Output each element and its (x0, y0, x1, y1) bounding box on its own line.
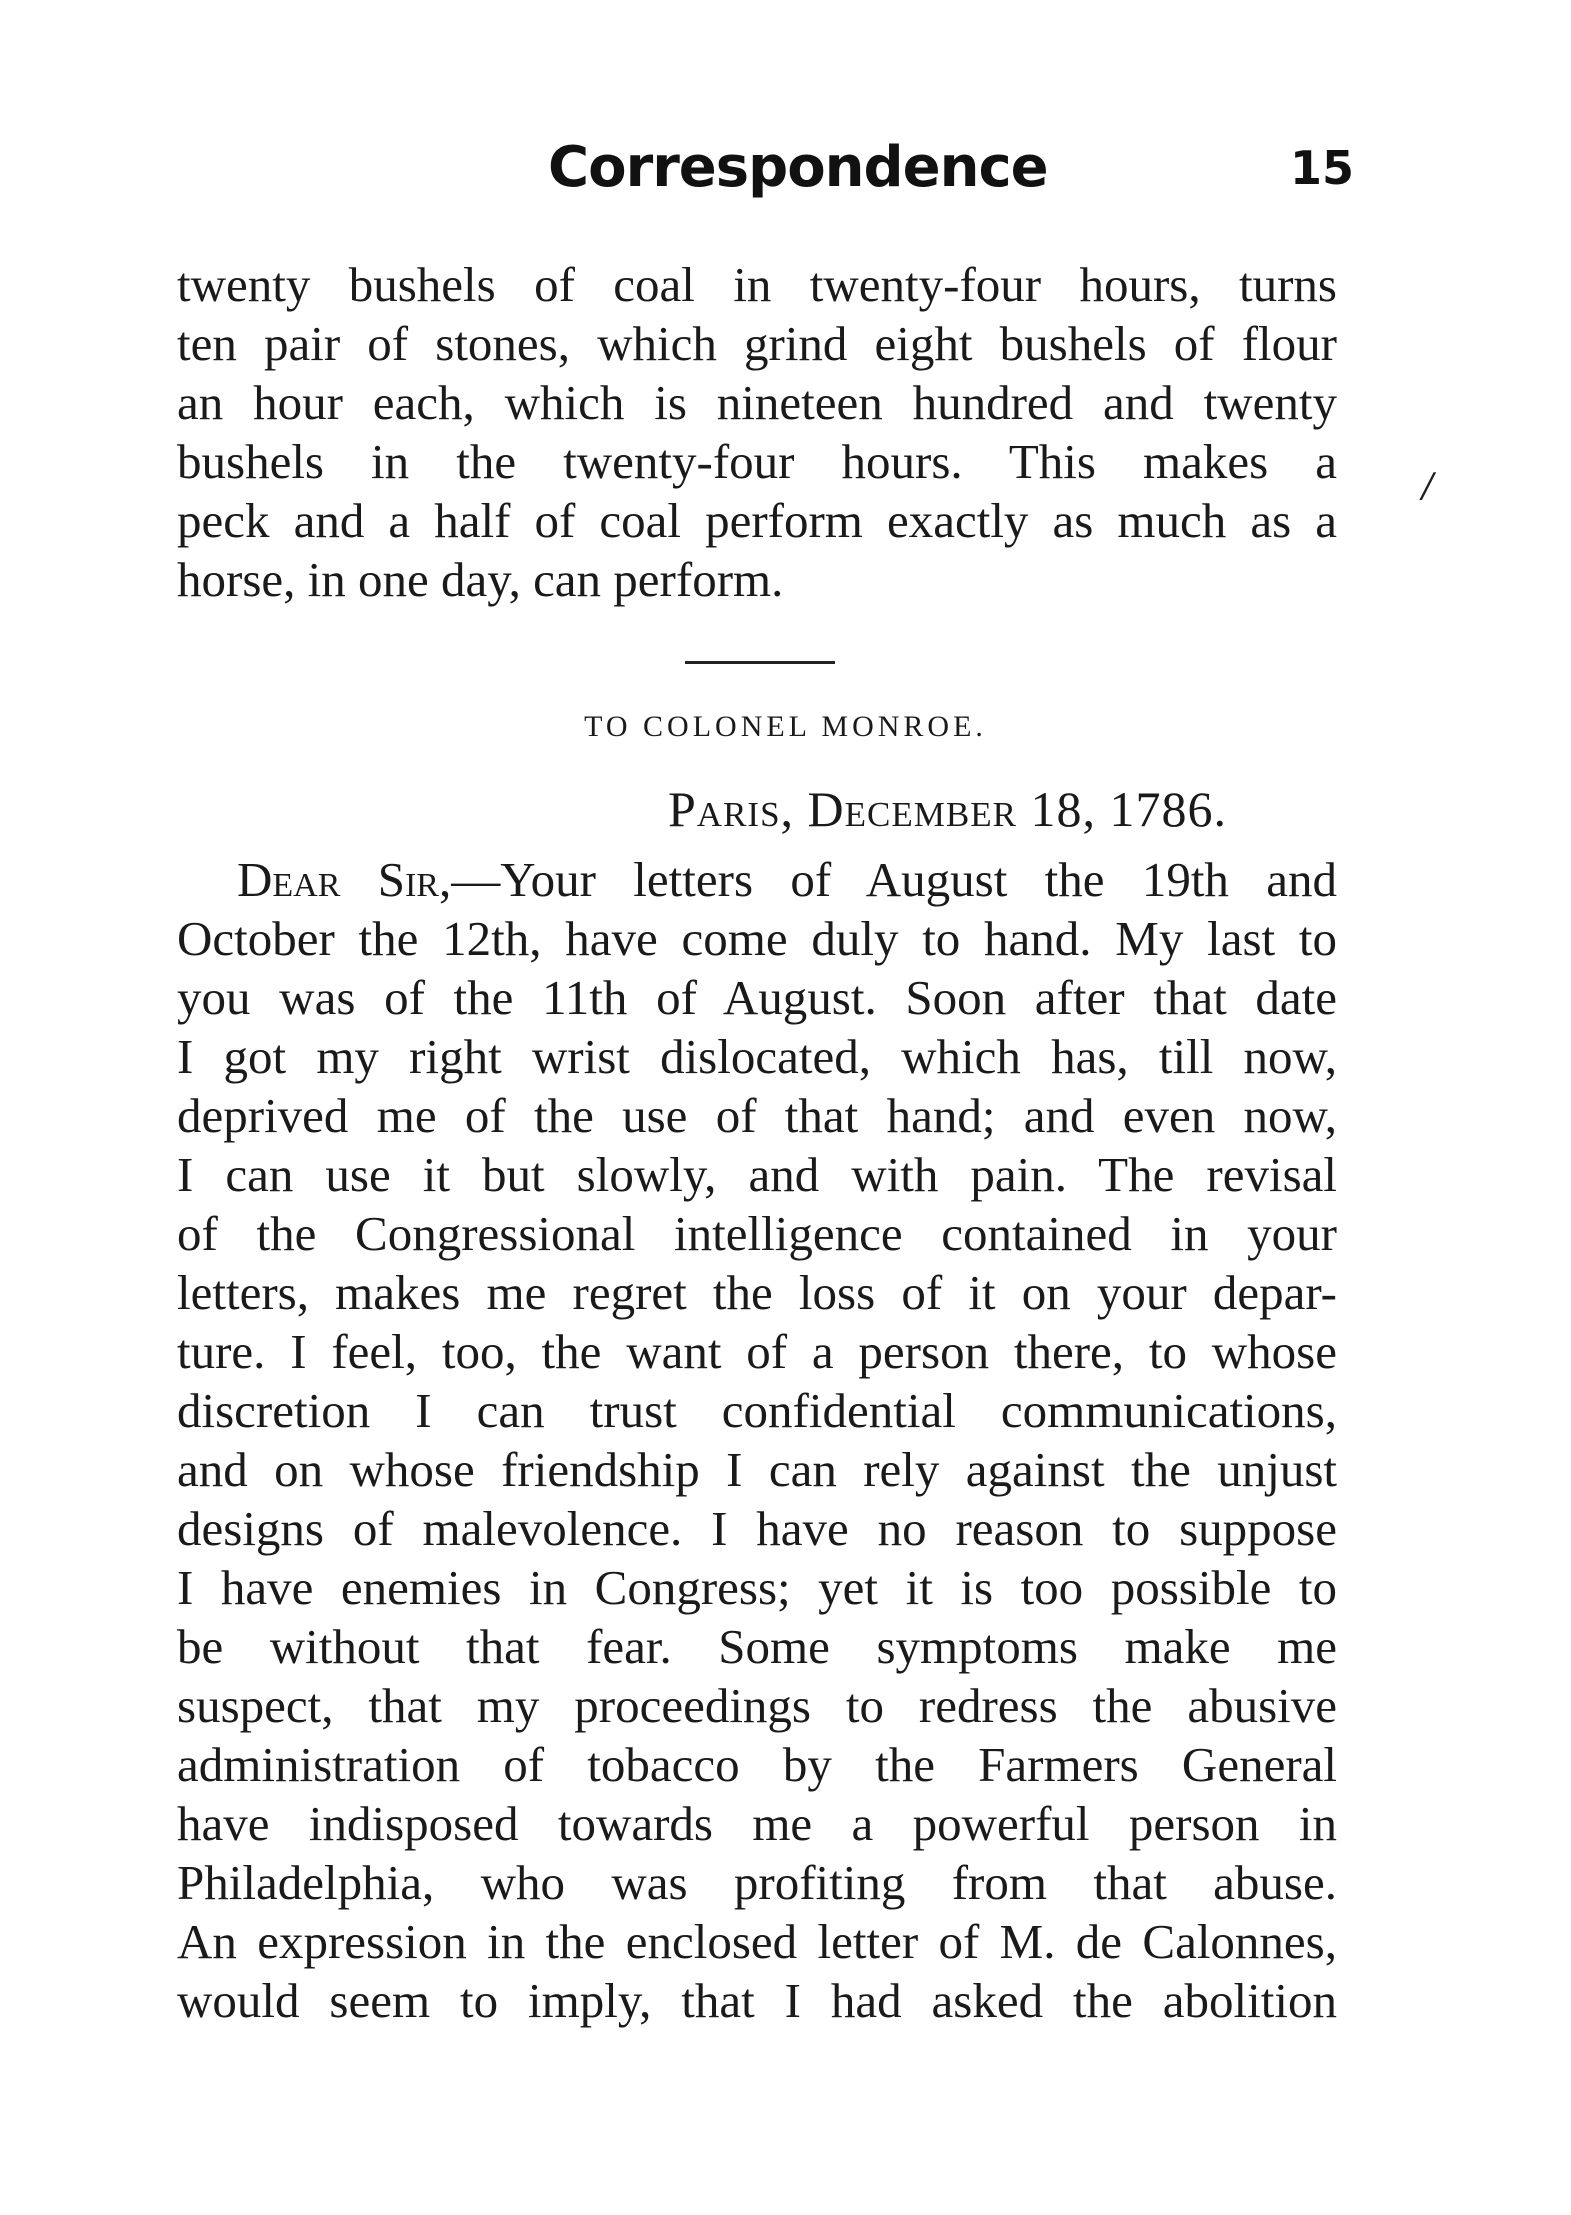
text-line: I can use it but slowly, and with pain. The revisal (177, 1147, 1337, 1202)
text-line: you was of the 11th of August. Soon after that date (177, 970, 1337, 1025)
text-line: suspect, that my proceedings to redress the abusive (177, 1678, 1337, 1733)
opening-paragraph (177, 255, 1337, 609)
letter-body (177, 850, 1337, 2030)
text-line: I got my right wrist dislocated, which has, till now, (177, 1029, 1337, 1084)
text-line-first (177, 850, 1337, 909)
text-line: administration of tobacco by the Farmers General (177, 1737, 1337, 1792)
text-line: Philadelphia, who was profiting from that abuse. (177, 1855, 1337, 1910)
margin-mark: / (1422, 466, 1434, 506)
text-line: ture. I feel, too, the want of a person there, to whose (177, 1324, 1337, 1379)
letter-dateline: Paris, December 18, 1786. (668, 781, 1227, 837)
running-title: Correspondence (548, 135, 1048, 200)
text-line: would seem to imply, that I had asked the abolition (177, 1973, 1337, 2028)
text-line: I have enemies in Congress; yet it is too possible to (177, 1560, 1337, 1615)
running-head (0, 135, 1571, 215)
text-line: of the Congressional intelligence contained in your (177, 1206, 1337, 1261)
text-line: An expression in the enclosed letter of M. de Calonnes, (177, 1914, 1337, 1969)
text-line: peck and a half of coal perform exactly as much as a (177, 493, 1337, 548)
text-line: bushels in the twenty-four hours. This makes a (177, 434, 1337, 489)
page-number: 15 (1290, 141, 1355, 195)
letter-heading: TO COLONEL MONROE. (584, 710, 987, 743)
text-line: discretion I can trust confidential communications, (177, 1383, 1337, 1438)
section-divider (685, 661, 835, 664)
text-line: be without that fear. Some symptoms make me (177, 1619, 1337, 1674)
text-line: ten pair of stones, which grind eight bushels of flour (177, 316, 1337, 371)
salutation: Dear Sir, (237, 852, 452, 907)
text-line: October the 12th, have come duly to hand. My last to (177, 911, 1337, 966)
text-line: and on whose friendship I can rely against the unjust (177, 1442, 1337, 1497)
text-line: deprived me of the use of that hand; and even now, (177, 1088, 1337, 1143)
text-line: have indisposed towards me a powerful person in (177, 1796, 1337, 1851)
text-line: horse, in one day, can perform. (177, 552, 784, 607)
text-line: letters, makes me regret the loss of it on your depar- (177, 1265, 1337, 1320)
text-line: an hour each, which is nineteen hundred and twenty (177, 375, 1337, 430)
text-line: twenty bushels of coal in twenty-four hours, turns (177, 257, 1337, 312)
text-line: designs of malevolence. I have no reason to suppose (177, 1501, 1337, 1556)
first-line-text: —Your letters of August the 19th and (451, 852, 1337, 907)
